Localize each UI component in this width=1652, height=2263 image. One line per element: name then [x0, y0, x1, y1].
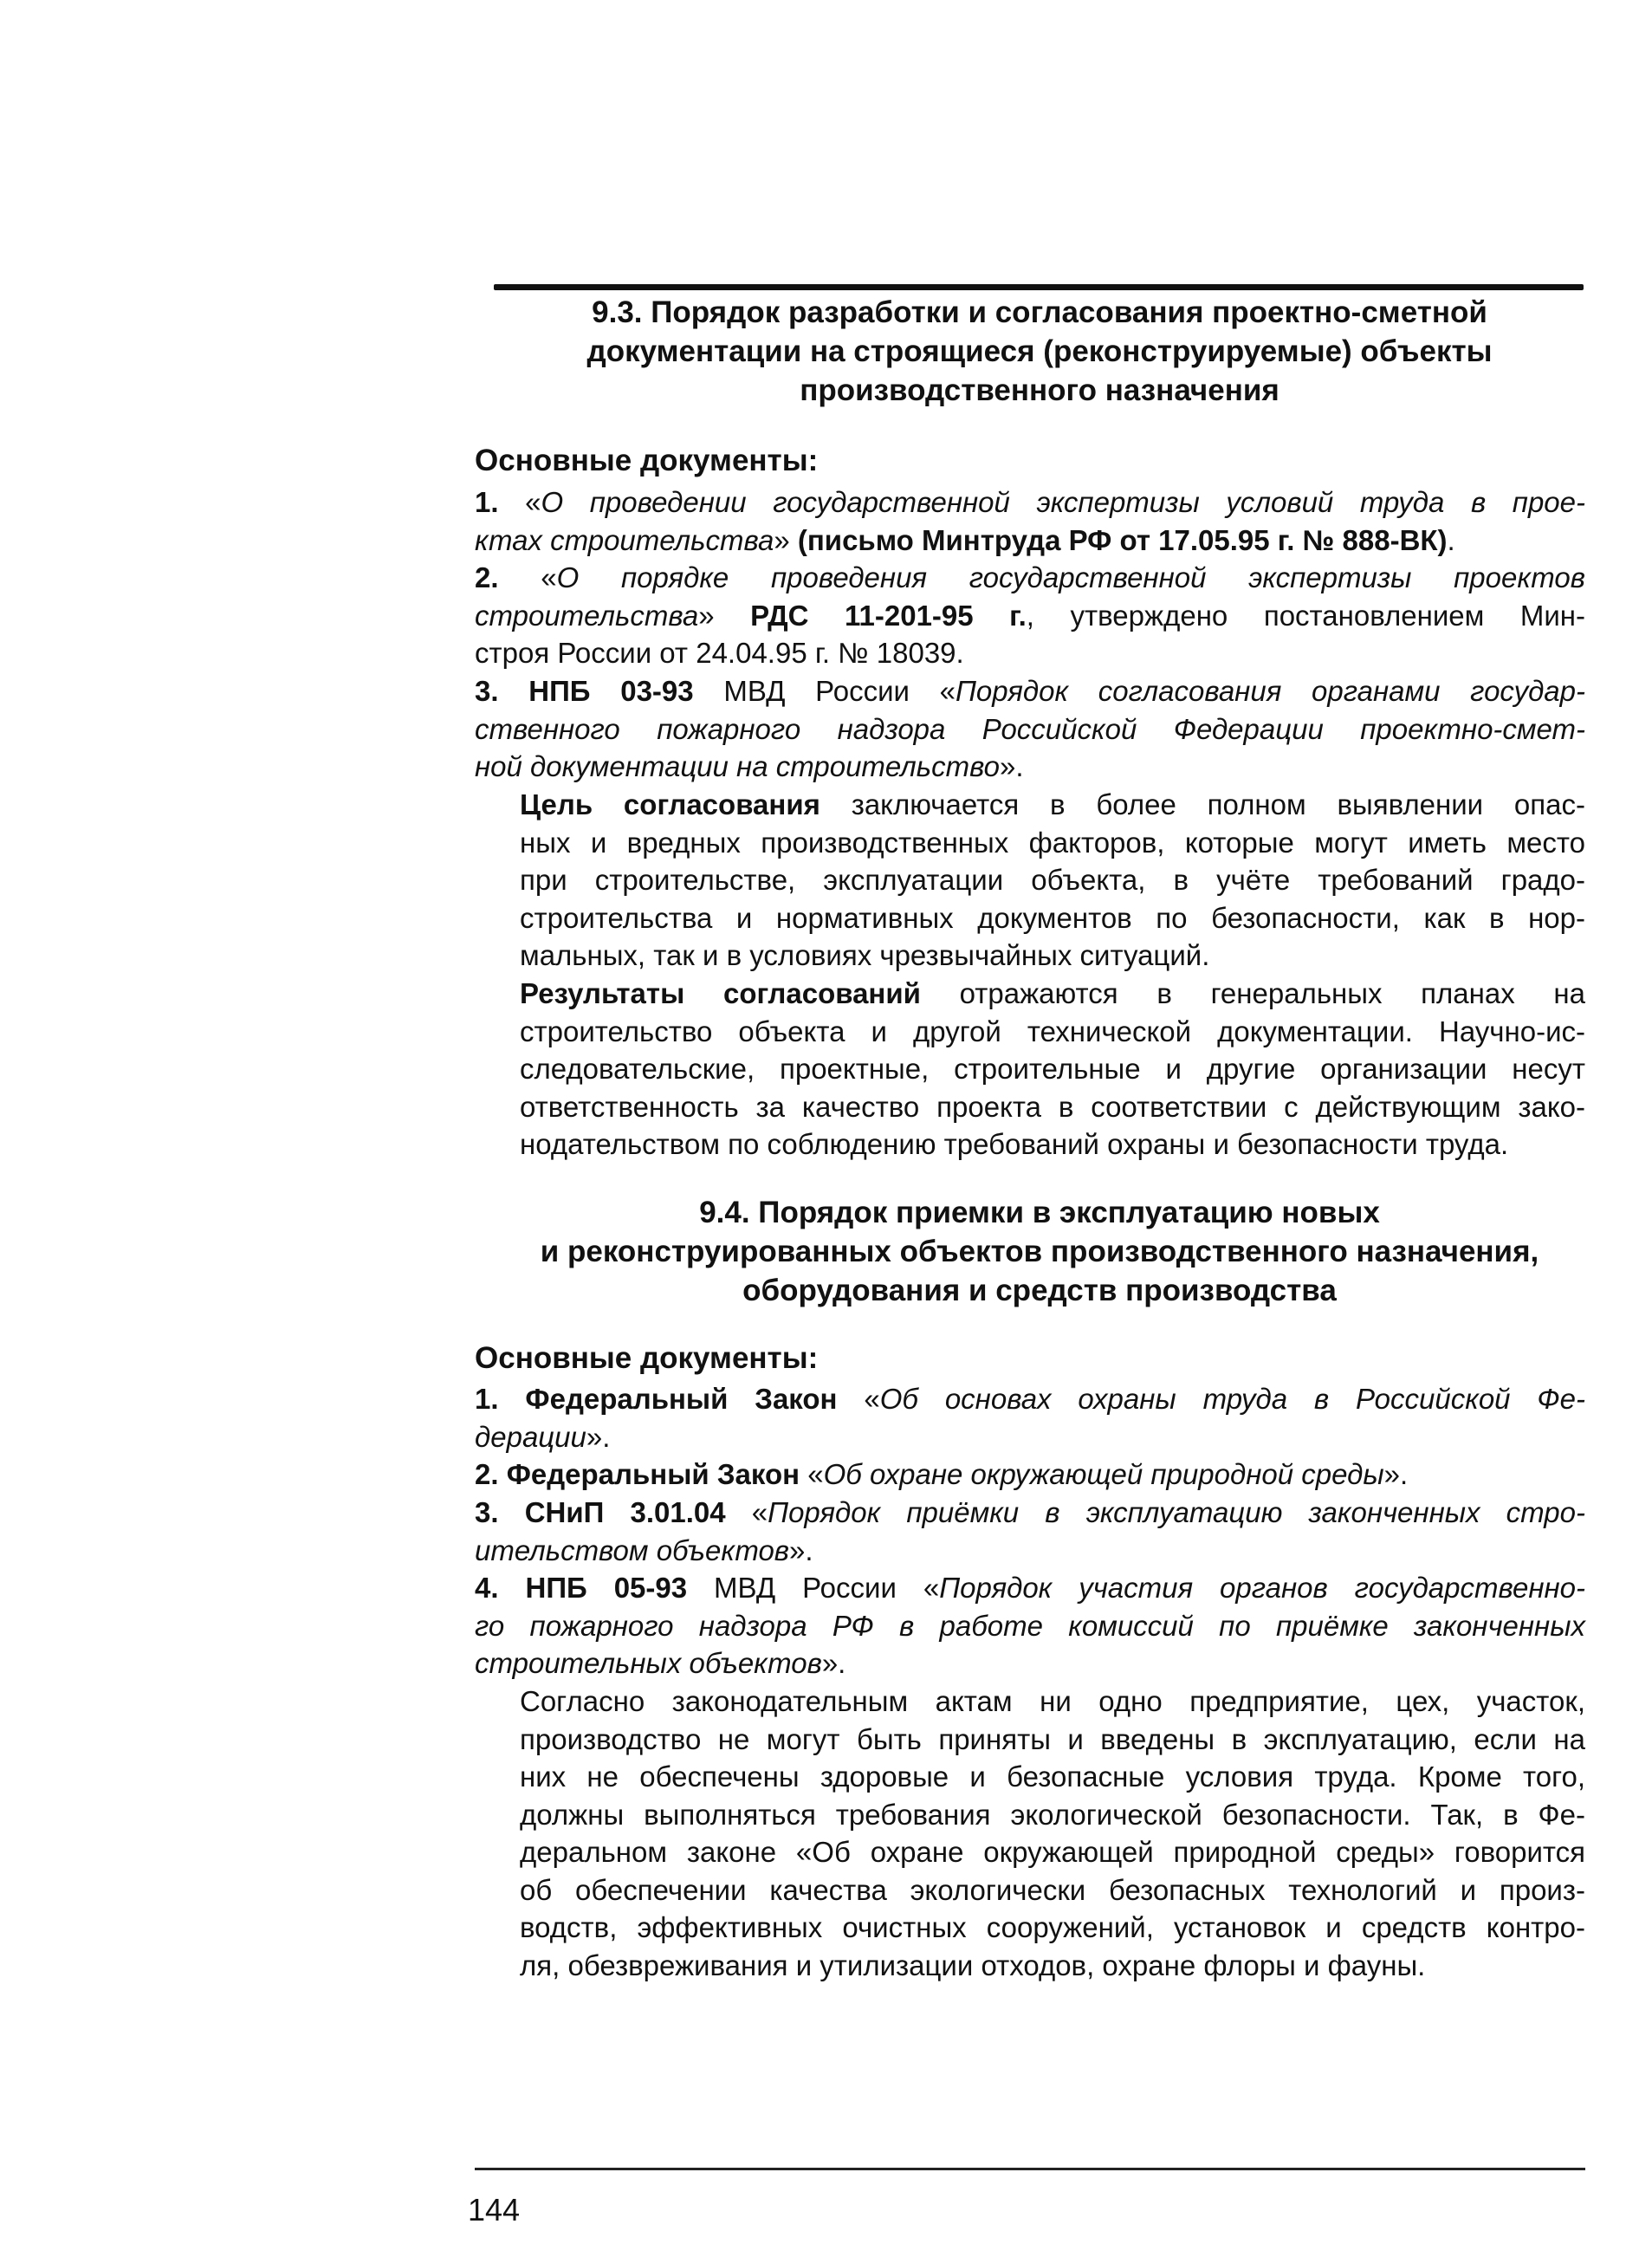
- text: строительства и нормативных документов по безопасности, как в нор-: [520, 901, 1585, 934]
- section-94-doc-3: [475, 1494, 1585, 1569]
- doc-title: Об основах охраны труда в Российской Фе-: [879, 1383, 1585, 1415]
- doc-reference: (письмо Минтруда РФ от 17.05.95 г. № 888-ВК): [797, 523, 1448, 556]
- doc-title: ктах строительства: [475, 523, 774, 556]
- text: должны выполняться требования экологической безопасности. Так, в Фе-: [520, 1798, 1585, 1831]
- doc-tail: , утверждено постановлением Мин-: [1026, 599, 1585, 632]
- text: ответственность за качество проекта в соответствии с действующим зако-: [520, 1090, 1585, 1123]
- text: об обеспечении качества экологически безопасных технологий и произ-: [520, 1873, 1585, 1906]
- section-93-results-paragraph: [475, 975, 1585, 1164]
- quote-open: «: [541, 561, 557, 593]
- section-94-title-line: 9.4. Порядок приемки в эксплуатацию новых: [699, 1196, 1380, 1229]
- text: строительство объекта и другой технической документации. Научно-ис-: [520, 1015, 1585, 1047]
- section-93-doc-3: [475, 672, 1585, 786]
- doc-end: ».: [999, 750, 1024, 782]
- text: деральном законе «Об охране окружающей природной среды» говорится: [520, 1836, 1585, 1868]
- text: заключается в более полном выявлении опас-: [820, 788, 1585, 820]
- doc-law: Федеральный Закон: [525, 1383, 838, 1415]
- doc-tail: строя России от 24.04.95 г. № 18039.: [475, 637, 964, 669]
- section-93-docs-heading: Основные документы:: [475, 444, 819, 477]
- doc-title: О проведении государственной экспертизы условий труда в прое-: [541, 486, 1585, 518]
- doc-title: ной документации на строительство: [475, 750, 1000, 782]
- section-94-title-line: и реконструированных объектов производственного назначения,: [540, 1235, 1539, 1268]
- doc-title: строительных объектов: [475, 1647, 822, 1679]
- section-94-doc-2: [475, 1456, 1585, 1494]
- doc-org: МВД России «: [687, 1572, 940, 1604]
- top-rule: [494, 284, 1584, 290]
- text: производство не могут быть приняты и введены в эксплуатацию, если на: [520, 1722, 1585, 1755]
- quote-open: «: [525, 486, 541, 518]
- section-94-title-line: оборудования и средств производства: [742, 1274, 1337, 1307]
- doc-law: Федеральный Закон: [506, 1458, 800, 1490]
- doc-title: Об охране окружающей природной среды: [823, 1458, 1384, 1490]
- quote-open: «: [837, 1383, 880, 1415]
- section-94-body-paragraph: [475, 1683, 1585, 1984]
- text: следовательские, проектные, строительные и другие организации несут: [520, 1053, 1585, 1085]
- doc-title: О порядке проведения государственной экспертизы проектов: [556, 561, 1585, 593]
- doc-title: Порядок согласования органами государ-: [956, 675, 1586, 707]
- page-number: 144: [468, 2192, 521, 2227]
- doc-number: 4.: [475, 1572, 499, 1604]
- doc-reference: РДС 11-201-95 г.: [750, 599, 1027, 632]
- term: Результаты согласований: [520, 977, 921, 1009]
- doc-title: ительством объектов: [475, 1534, 790, 1566]
- doc-number: 2.: [475, 1458, 499, 1490]
- doc-title: строительства: [475, 599, 699, 632]
- text: при строительстве, эксплуатации объекта, в учёте требований градо-: [520, 864, 1585, 896]
- section-93-title-line: документации на строящиеся (реконструируемые) объекты: [586, 334, 1493, 368]
- doc-end: ».: [789, 1534, 813, 1566]
- text: отражаются в генеральных планах на: [920, 977, 1586, 1009]
- section-93-goal-paragraph: [475, 786, 1585, 975]
- doc-number: 3.: [475, 675, 499, 707]
- doc-number: 2.: [475, 561, 499, 593]
- doc-number: 1.: [475, 1383, 499, 1415]
- quote-open: «: [800, 1458, 824, 1490]
- doc-title: го пожарного надзора РФ в работе комиссий по приёмке законченных: [475, 1609, 1585, 1642]
- text: ных и вредных производственных факторов, которые могут иметь место: [520, 826, 1585, 859]
- section-94-doc-1: [475, 1380, 1585, 1456]
- section-93-title-line: 9.3. Порядок разработки и согласования проектно-сметной: [592, 295, 1487, 329]
- doc-code: НПБ 03-93: [528, 675, 694, 707]
- section-93-title-line: производственного назначения: [800, 373, 1279, 407]
- doc-end: ».: [586, 1420, 611, 1453]
- quote-close: »: [774, 523, 790, 556]
- bottom-rule: [475, 2168, 1585, 2170]
- doc-code: СНиП 3.01.04: [524, 1496, 726, 1528]
- quote-open: «: [725, 1496, 768, 1528]
- doc-title: ственного пожарного надзора Российской Федерации проектно-смет-: [475, 712, 1585, 745]
- doc-title: Порядок приёмки в эксплуатацию законченных стро-: [768, 1496, 1585, 1528]
- section-93-title: [481, 293, 1598, 410]
- section-94-docs-heading: Основные документы:: [475, 1341, 819, 1375]
- text: ля, обезвреживания и утилизации отходов, охране флоры и фауны.: [520, 1949, 1426, 1981]
- doc-title: Порядок участия органов государственно-: [939, 1572, 1586, 1604]
- doc-end: ».: [1383, 1458, 1409, 1490]
- section-94-doc-4: [475, 1569, 1585, 1683]
- text: них не обеспечены здоровые и безопасные условия труда. Кроме того,: [520, 1760, 1585, 1793]
- doc-end: .: [1447, 523, 1455, 556]
- section-93-doc-2: [475, 559, 1585, 672]
- doc-org: МВД России «: [693, 675, 956, 707]
- section-93-doc-1: [475, 483, 1585, 559]
- text: водств, эффективных очистных сооружений, установок и средств контро-: [520, 1911, 1585, 1943]
- text: мальных, так и в условиях чрезвычайных ситуаций.: [520, 939, 1210, 971]
- section-94-title: [481, 1193, 1598, 1310]
- doc-title: дерации: [475, 1420, 586, 1453]
- doc-number: 3.: [475, 1496, 499, 1528]
- text: нодательством по соблюдению требований охраны и безопасности труда.: [520, 1128, 1509, 1160]
- term: Цель согласования: [520, 788, 820, 820]
- text: Согласно законодательным актам ни одно предприятие, цех, участок,: [520, 1685, 1585, 1717]
- quote-close: »: [698, 599, 715, 632]
- doc-number: 1.: [475, 486, 499, 518]
- doc-end: ».: [821, 1647, 846, 1679]
- doc-code: НПБ 05-93: [525, 1572, 688, 1604]
